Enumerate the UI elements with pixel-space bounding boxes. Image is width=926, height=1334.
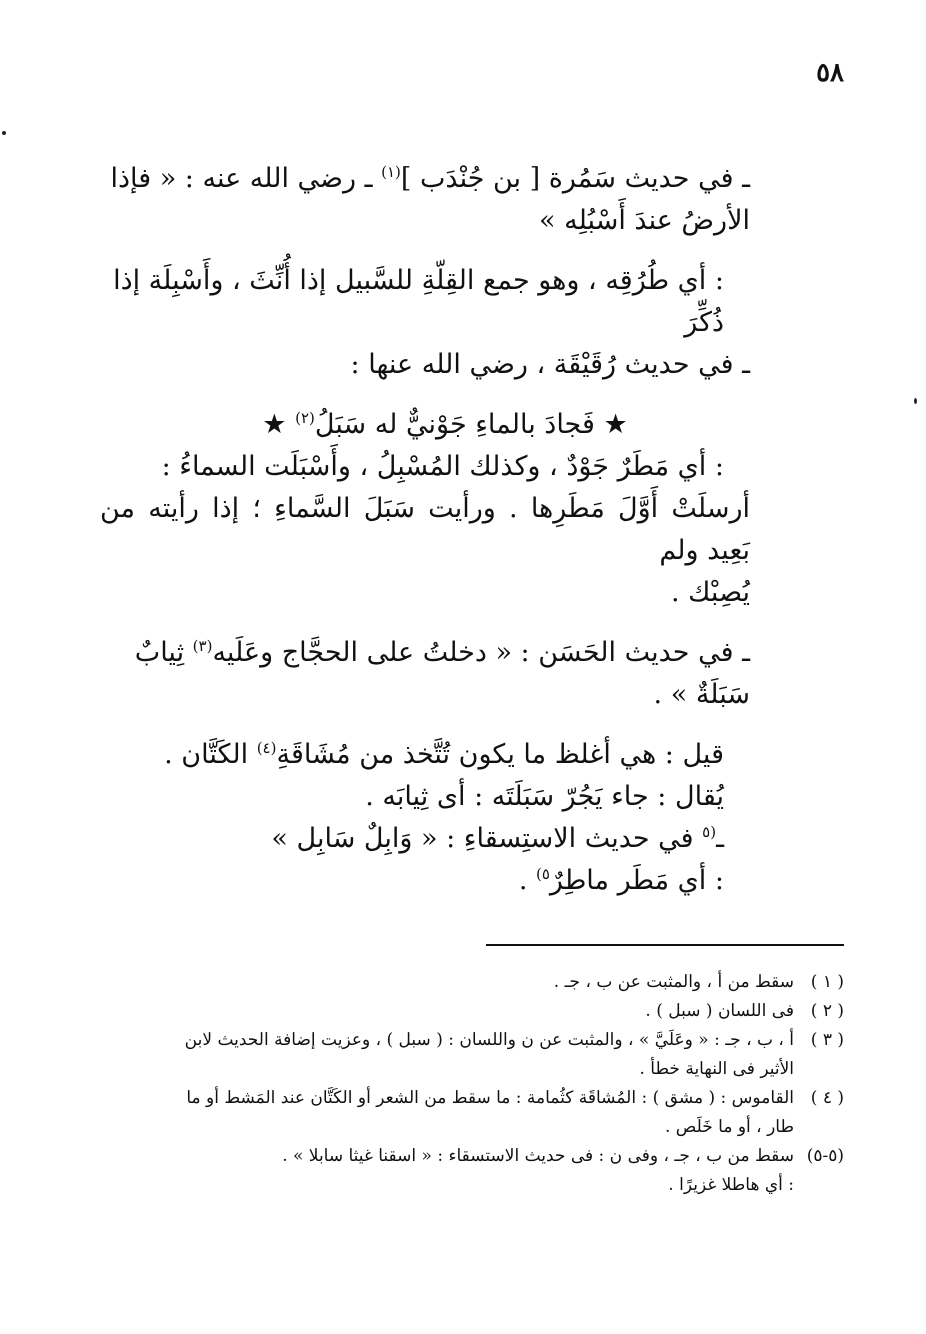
explanation-matir: : أي مَطَر ماطِرٌ$^{٥)}$ .: [518, 865, 724, 896]
entry-samura-line2: الأرضُ عندَ أَسْبُلِه »: [539, 205, 750, 236]
footnote-3: [96, 1026, 844, 1055]
footnote-ref-5-end: ٥): [536, 865, 550, 883]
entry-hasan-line2: سَبَلَةٌ » .: [653, 679, 750, 710]
explanation-mushaqa: قيل : هي أغلظ ما يكون تُتَّخذ من مُشَاقَةِ$^{(٤)}$ الكَتَّان .: [164, 739, 724, 770]
footnote-5: [96, 1142, 844, 1171]
explanation-sabal-line1: : أي مَطَرٌ جَوْدٌ ، وكذلك المُسْبِلُ ، وأَسْبَلَت السماءُ :: [161, 451, 724, 482]
footnote-5-continuation: : أي هاطلا غزيرًا .: [668, 1175, 794, 1195]
page-number: ٥٨: [816, 58, 844, 88]
explanation-sabal-line2: أرسلَتْ أَوَّلَ مَطَرِها . ورأيت سَبَلَ السَّماءِ ؛ إذا رأيته من بَعِيد ولم: [100, 493, 750, 566]
footnote-text: سقط من ب ، جـ ، وفى ن : فى حديث الاستسقاء : « اسقنا غيثا سابلا » .: [282, 1146, 794, 1166]
footnote-divider: [486, 944, 844, 946]
footnote-text: أ ، ب ، جـ : « وعَلَيَّ » ، والمثبت عن ن واللسان : ( سبل ) ، وعزيت إضافة الحديث لابن: [184, 1030, 794, 1050]
entry-ruqayqa: ـ في حديث رُقَيْقَة ، رضي الله عنها :: [350, 349, 750, 380]
explanation-sabal-line3: يُصِبْك .: [671, 577, 750, 608]
footnote-4-continuation: طار ، أو ما خَلَص .: [664, 1117, 794, 1137]
main-text: [100, 158, 750, 902]
footnote-number: ( ٣ ): [810, 1030, 844, 1050]
footnote-text: سقط من أ ، والمثبت عن ب ، جـ .: [553, 972, 794, 992]
entry-hasan-line1: ـ في حديث الحَسَن : « دخلتُ على الحجَّاج وعَلَيه$^{(٣)}$ ثِيابٌ: [134, 637, 750, 668]
footnote-number: ( ٤ ): [810, 1088, 844, 1108]
explanation-thiyab: يُقال : جاء يَجُرّ سَبَلَتَه : أى ثِيابَه .: [365, 781, 724, 812]
entry-istisqa: ـ$^{(٥}$ في حديث الاستِسقاءِ : « وَابِلٌ سَابِل »: [271, 823, 724, 854]
footnote-4: [96, 1084, 844, 1113]
footnote-ref-5-start: (٥: [702, 823, 717, 841]
star-icon: ★: [262, 409, 287, 440]
footnote-ref-2: (٢): [295, 409, 315, 427]
footnote-3-continuation: الأثير فى النهاية خطأ .: [639, 1059, 794, 1079]
footnotes: [96, 968, 844, 1200]
explanation-asbul: : أي طُرُقِه ، وهو جمع القِلّةِ للسَّبيل إذا أُنِّثَ ، وأَسْبِلَة إذا ذُكِّرَ: [113, 265, 724, 338]
footnote-1: [96, 968, 844, 997]
entry-samura-line1: ـ في حديث سَمُرة [ بن جُنْدَب ]$^{(١)}$ ـ رضي الله عنه : « فإذا: [110, 163, 750, 194]
footnote-text: القاموس : ( مشق ) : المُشاقَة كثُمامة : ما سقط من الشعر أو الكَتَّان عند المَشط أو ما: [186, 1088, 794, 1108]
footnote-ref-4: (٤): [256, 739, 277, 757]
footnote-ref-1: (١): [381, 163, 401, 181]
star-icon: ★: [603, 409, 628, 440]
scan-speck: [914, 398, 917, 404]
footnote-number: ( ٢ ): [810, 1001, 844, 1021]
footnote-text: فى اللسان ( سبل ) .: [645, 1001, 794, 1021]
footnote-ref-3: (٣): [192, 637, 213, 655]
verse-line: ★ فَجادَ بالماءِ جَوْنيٌّ له سَبَلُ$^{(٢)}$ ★: [262, 409, 628, 440]
footnote-number: (٥-٥): [806, 1146, 844, 1166]
footnote-number: ( ١ ): [810, 972, 844, 992]
scan-speck: [2, 131, 6, 135]
footnote-2: [96, 997, 844, 1026]
